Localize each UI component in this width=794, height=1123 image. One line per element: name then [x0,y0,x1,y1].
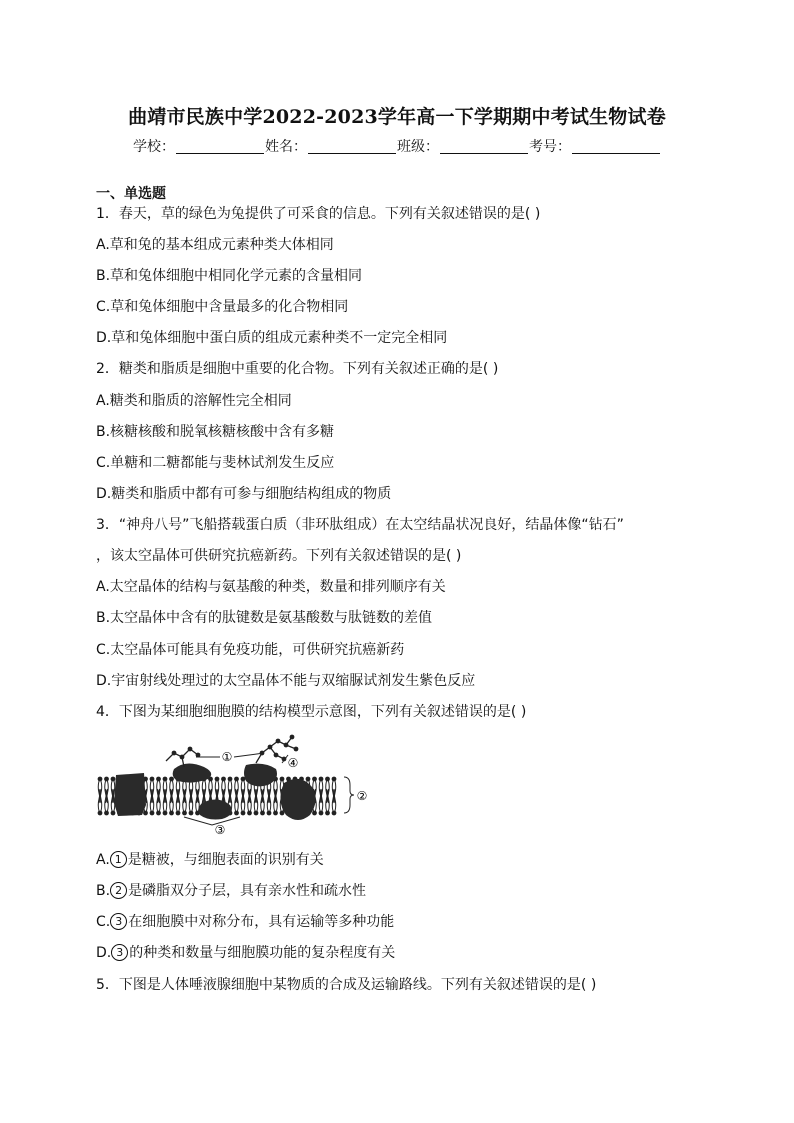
question-4-stem: 4．下图为某细胞细胞膜的结构模型示意图，下列有关叙述错误的是( ) [96,704,527,720]
student-info-row [0,136,794,156]
phospholipid-lower [267,789,272,815]
exam-number-label: 考号： [529,139,571,155]
question-2-option-a: A.糖类和脂质的溶解性完全相同 [96,393,292,409]
school-blank[interactable] [176,139,264,154]
question-3-stem-line-1: 3．“神舟八号”飞船搭载蛋白质（非环肽组成）在太空结晶状况良好，结晶体像“钻石” [96,517,624,533]
phospholipid-lower [182,789,187,815]
phospholipid-lower [156,789,161,815]
question-1-option-c: C.草和兔体细胞中含量最多的化合物相同 [96,299,349,315]
question-3-option-c: C.太空晶体可能具有免疫功能，可供研究抗癌新药 [96,642,405,658]
question-3-option-d: D.宇宙射线处理过的太空晶体不能与双缩脲试剂发生紫色反应 [96,673,476,689]
phospholipid-upper [150,777,155,803]
circled-number-1: 1 [110,851,127,868]
question-4-option-b: B. 2 是磷脂双分子层，具有亲水性和疏水性 [96,883,367,899]
name-label: 姓名： [265,139,307,155]
question-1-option-b: B.草和兔体细胞中相同化学元素的含量相同 [96,268,363,284]
transmembrane-protein-right [280,779,315,820]
exam-title: 曲靖市民族中学2022-2023学年高一下学期期中考试生物试卷 [128,106,666,128]
phospholipid-lower [163,789,168,815]
question-1-option-a: A.草和兔的基本组成元素种类大体相同 [96,237,334,253]
phospholipid-lower [104,789,109,815]
phospholipid-upper [319,777,324,803]
exam-number-blank[interactable] [572,139,660,154]
phospholipid-lower [176,789,181,815]
phospholipid-lower [247,789,252,815]
label-1: ① [221,750,233,764]
label-2: ② [356,789,368,803]
phospholipid-lower [169,789,174,815]
phospholipid-upper [234,777,239,803]
surface-protein-upper [173,763,212,782]
phospholipid-upper [169,777,174,803]
question-2-option-c: C.单糖和二糖都能与斐林试剂发生反应 [96,455,335,471]
circled-number-3: 3 [110,913,127,930]
transmembrane-protein-left [114,773,146,816]
phospholipid-lower [241,789,246,815]
phospholipid-lower [234,789,239,815]
label-4: ④ [287,756,299,770]
phospholipid-lower [319,789,324,815]
phospholipid-lower [150,789,155,815]
class-blank[interactable] [440,139,528,154]
phospholipid-upper [104,777,109,803]
circled-number-2: 2 [110,882,127,899]
circled-number-3: 3 [111,944,128,961]
question-3-option-b: B.太空晶体中含有的肽键数是氨基酸数与肽链数的差值 [96,610,433,626]
phospholipid-upper [228,777,233,803]
question-4-option-a: A. 1 是糖被，与细胞表面的识别有关 [96,852,324,868]
question-2-option-d: D.糖类和脂质中都有可参与细胞结构组成的物质 [96,486,392,502]
name-blank[interactable] [308,139,396,154]
phospholipid-lower [98,789,103,815]
phospholipid-lower [254,789,259,815]
section-title: 一、单选题 [96,186,166,202]
question-2-stem: 2．糖类和脂质是细胞中重要的化合物。下列有关叙述正确的是( ) [96,361,499,377]
phospholipid-upper [215,777,220,803]
question-2-option-b: B.核糖核酸和脱氧核糖核酸中含有多糖 [96,424,335,440]
cell-membrane-diagram [96,733,376,839]
phospholipid-lower [260,789,265,815]
question-3-stem-line-2: ，该太空晶体可供研究抗癌新药。下列有关叙述错误的是( ) [96,548,462,564]
phospholipid-upper [208,777,213,803]
question-3-option-a: A.太空晶体的结构与氨基酸的种类，数量和排列顺序有关 [96,579,446,595]
school-label: 学校： [133,139,175,155]
phospholipid-lower [325,789,330,815]
question-4-option-c: C. 3 在细胞膜中对称分布，具有运输等多种功能 [96,914,395,930]
question-1-stem: 1．春天，草的绿色为兔提供了可采食的信息。下列有关叙述错误的是( ) [96,206,541,222]
phospholipid-lower [273,789,278,815]
phospholipid-lower [189,789,194,815]
phospholipid-lower [332,789,337,815]
phospholipid-upper [163,777,168,803]
peripheral-protein-lower [198,799,231,819]
phospholipid-upper [98,777,103,803]
question-1-option-d: D.草和兔体细胞中蛋白质的组成元素种类不一定完全相同 [96,330,448,346]
class-label: 班级： [397,139,439,155]
surface-protein-right [244,764,277,787]
phospholipid-upper [332,777,337,803]
question-4-option-d: D. 3 的种类和数量与细胞膜功能的复杂程度有关 [96,945,396,961]
phospholipid-upper [325,777,330,803]
phospholipid-upper [221,777,226,803]
label-3: ③ [214,823,226,837]
question-5-stem: 5．下图是人体唾液腺细胞中某物质的合成及运输路线。下列有关叙述错误的是( ) [96,977,597,993]
phospholipid-upper [241,777,246,803]
phospholipid-upper [156,777,161,803]
